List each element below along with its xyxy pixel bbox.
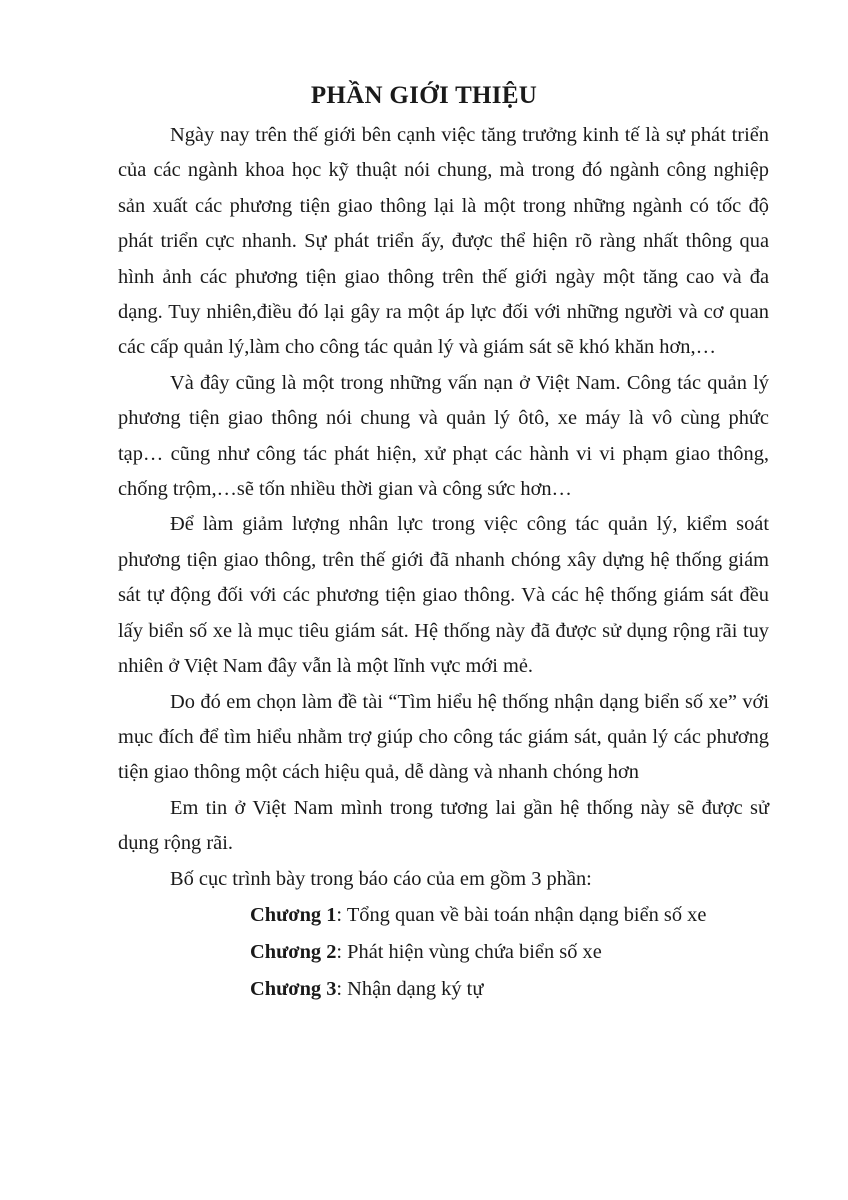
chapter-item	[118, 971, 769, 1008]
chapter-item	[118, 897, 769, 934]
paragraph-monitoring-systems: Để làm giảm lượng nhân lực trong việc công tác quản lý, kiểm soát phương tiện giao thông, trên thế giới đã nhanh chóng xây dựng hệ thống giám sát tự động đối với các phương tiện giao thông. Và các hệ thống giám sát đều lấy biển số xe là mục tiêu giám sát. Hệ thống này đã được sử dụng rộng rãi tuy nhiên ở Việt Nam đây vẫn là một lĩnh vực mới mẻ.	[118, 513, 769, 678]
paragraph-topic-choice: Do đó em chọn làm đề tài “Tìm hiểu hệ thống nhận dạng biển số xe” với mục đích để tìm hiểu nhằm trợ giúp cho công tác giám sát, quản lý các phương tiện giao thông một cách hiệu quả, dễ dàng và nhanh chóng hơn	[118, 690, 769, 784]
chapter-text: : Phát hiện vùng chứa biển số xe	[336, 940, 602, 963]
chapter-text: : Nhận dạng ký tự	[336, 977, 484, 1000]
document-body	[118, 118, 769, 1008]
paragraph-structure: Bố cục trình bày trong báo cáo của em gồm 3 phần:	[170, 867, 592, 890]
chapter-label: Chương 3	[250, 977, 337, 1000]
page-title: PHẦN GIỚI THIỆU	[310, 82, 538, 109]
paragraph-intro: Ngày nay trên thế giới bên cạnh việc tăng trưởng kinh tế là sự phát triển của các ngành khoa học kỹ thuật nói chung, mà trong đó ngành công nghiệp sản xuất các phương tiện giao thông lại là một trong những ngành có tốc độ phát triển cực nhanh. Sự phát triển ấy, được thể hiện rõ ràng nhất thông qua hình ảnh các phương tiện giao thông trên thế giới ngày một tăng cao và đa dạng. Tuy nhiên,điều đó lại gây ra một áp lực đối với những người và cơ quan các cấp quản lý,làm cho công tác quản lý và giám sát sẽ khó khăn hơn,…	[118, 124, 769, 359]
chapter-label: Chương 1	[250, 903, 337, 926]
chapter-item	[118, 934, 769, 971]
paragraph-vietnam-problem: Và đây cũng là một trong những vấn nạn ở Việt Nam. Công tác quản lý phương tiện giao thông nói chung và quản lý ôtô, xe máy là vô cùng phức tạp… cũng như công tác phát hiện, xử phạt các hành vi vi phạm giao thông, chống trộm,…sẽ tốn nhiều thời gian và công sức hơn…	[118, 371, 769, 501]
chapter-label: Chương 2	[250, 940, 337, 963]
paragraph-belief: Em tin ở Việt Nam mình trong tương lai gần hệ thống này sẽ được sử dụng rộng rãi.	[118, 796, 769, 855]
chapter-text: : Tổng quan về bài toán nhận dạng biển số xe	[336, 903, 707, 926]
chapter-list	[118, 897, 769, 1008]
